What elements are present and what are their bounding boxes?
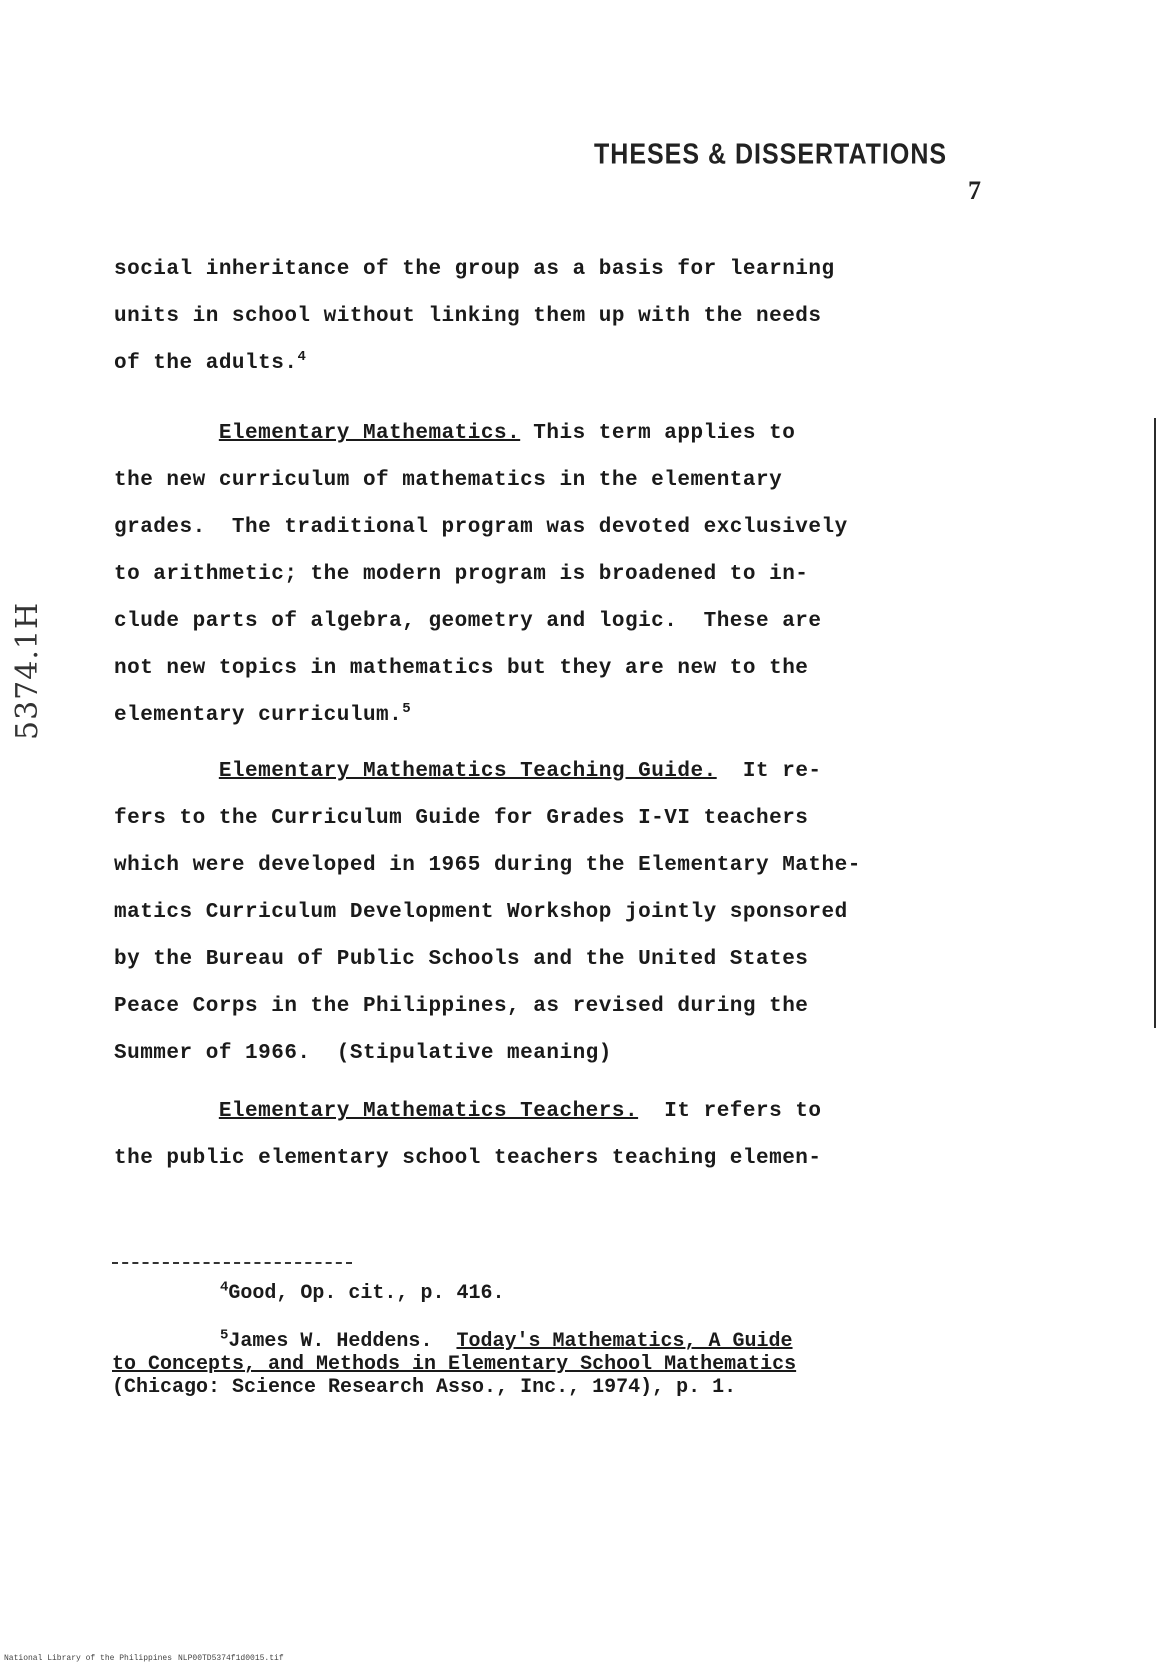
footnote-author: James W. Heddens.	[228, 1330, 433, 1353]
paragraph-mathematics-teachers	[114, 1088, 934, 1182]
indent	[114, 422, 219, 445]
paragraph-text: It refers to the public elementary school teachers teaching elemen-	[114, 1100, 822, 1170]
term-heading: Elementary Mathematics Teaching Guide.	[218, 760, 717, 783]
theses-dissertations-stamp: THESES & DISSERTATIONS	[594, 138, 948, 171]
footnote-4	[112, 1279, 932, 1305]
term-heading: Elementary Mathematics Teachers.	[218, 1100, 639, 1123]
footnote-ref-5: 5	[402, 701, 412, 717]
handwritten-call-number: 5374.1H	[10, 601, 45, 740]
footnote-title-line1: Today's Mathematics, A Guide	[456, 1330, 793, 1353]
paragraph-text: It re- fers to the Curriculum Guide for Grades I-VI teachers which were developed in 1965 during the Elementary Mathe- matics Curriculum Development Workshop jointly sponsored by the Bureau of Public Schools and the United States Peace Corps in the Philippines, as revised during the Summer of 1966. (Stipulative meaning)	[114, 760, 861, 1065]
footnote-title-line2: to Concepts, and Methods in Elementary School Mathematics	[112, 1353, 797, 1376]
footnote-marker: 4	[220, 1279, 229, 1296]
footnote-text: Good, Op. cit., p. 416.	[228, 1282, 505, 1305]
indent	[114, 760, 219, 783]
footnote-marker: 5	[220, 1327, 229, 1344]
library-credit: National Library of the Philippines	[4, 1654, 173, 1663]
indent	[114, 1100, 219, 1123]
paragraph-elementary-mathematics	[114, 410, 934, 739]
page-number: 7	[968, 176, 981, 205]
footnote-ref-4: 4	[297, 349, 307, 365]
footnote-separator	[112, 1262, 352, 1264]
paragraph-text: This term applies to the new curriculum of mathematics in the elementary grades. The traditional program was devoted exclusively to arithmetic; the modern program is broadened to in- clude parts of algebra, geometry and logic. These are not new topics in mathematics but they are new to the elementary curriculum.	[114, 422, 848, 727]
footnote-5	[112, 1327, 932, 1399]
paragraph-text: social inheritance of the group as a basis for learning units in school without linking them up with the needs of the adults.	[114, 258, 835, 375]
scan-filename: NLP00TD5374f1d0015.tif	[178, 1654, 284, 1663]
term-heading: Elementary Mathematics.	[218, 422, 521, 445]
footnote-publication: (Chicago: Science Research Asso., Inc., 1974), p. 1.	[112, 1376, 737, 1399]
paragraph-teaching-guide	[114, 748, 934, 1077]
paragraph-social-inheritance	[114, 246, 934, 387]
scan-edge-line	[1154, 418, 1156, 1028]
